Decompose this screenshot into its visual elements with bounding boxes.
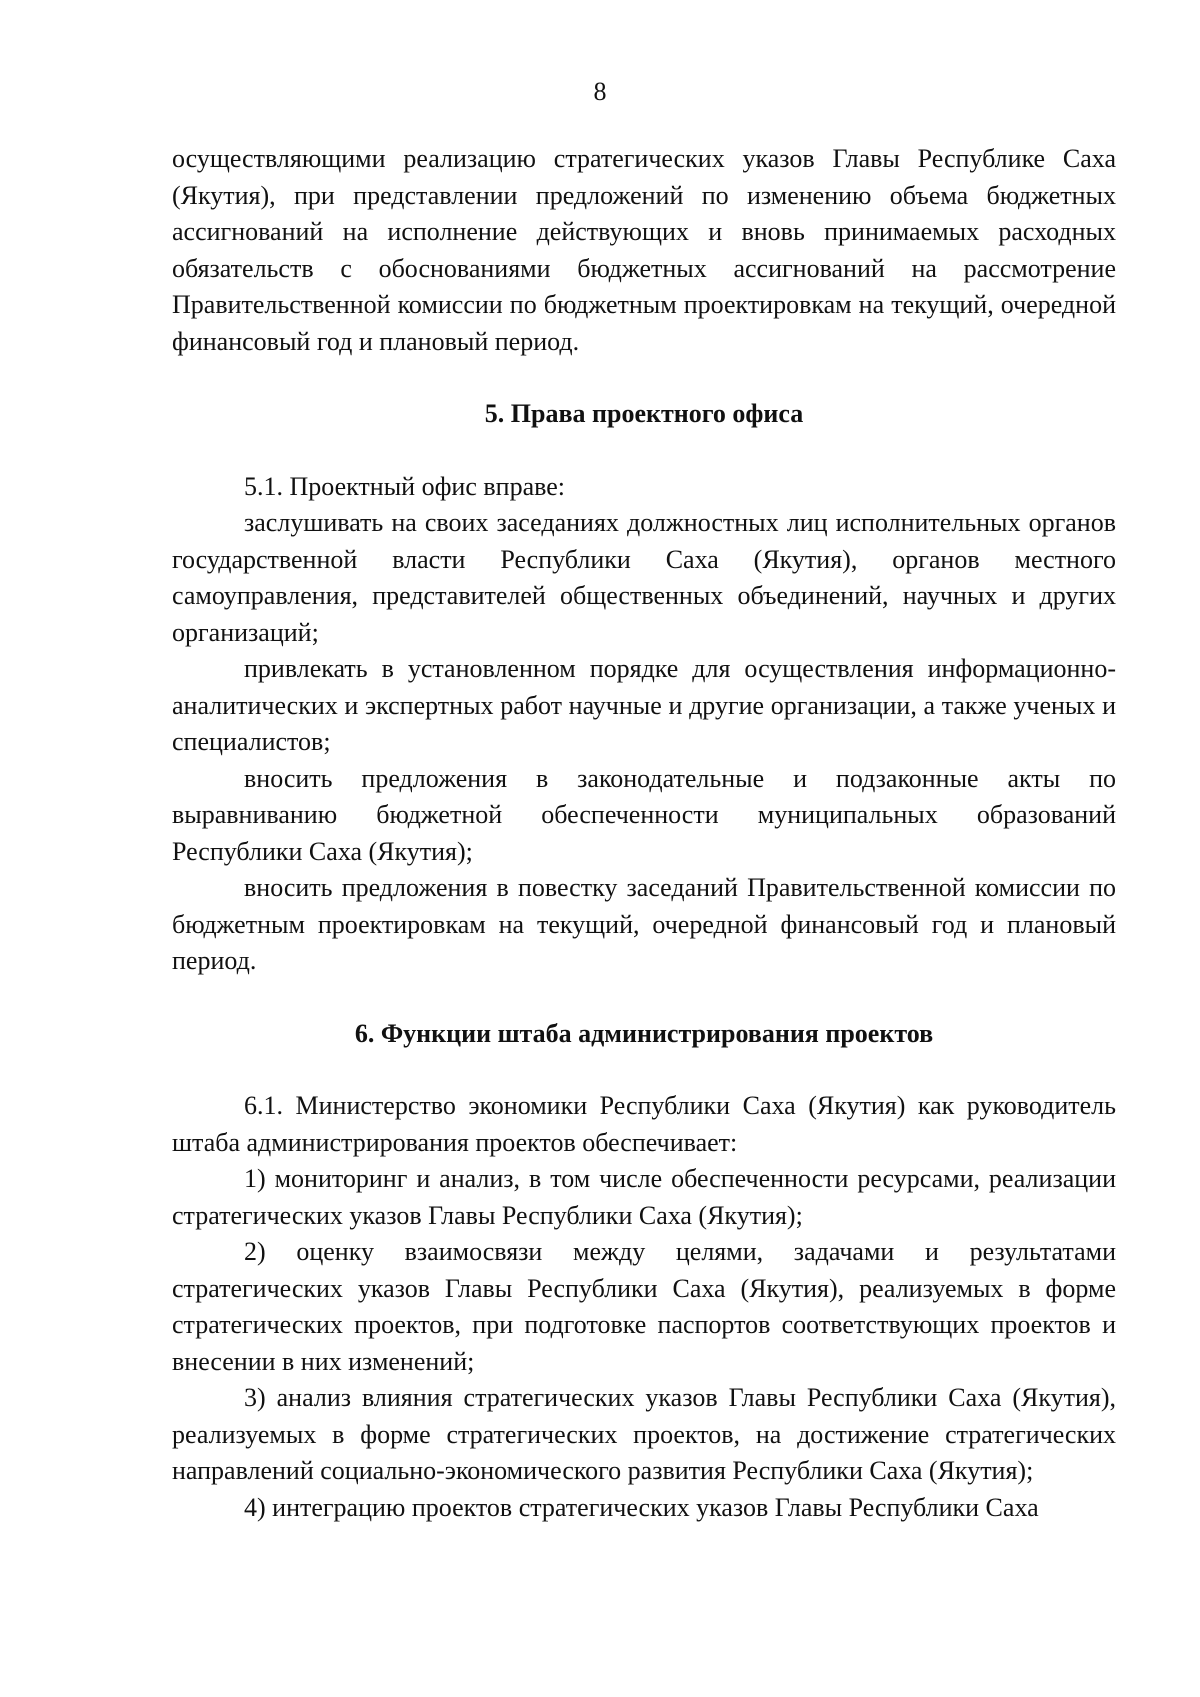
page-number: 8 (593, 77, 607, 106)
section-6-paragraph: 4) интеграцию проектов стратегических указов Главы Республики Саха (244, 1492, 1039, 1522)
section-5-paragraph: заслушивать на своих заседаниях должностных лиц исполнительных органов государственной власти Республики Саха (Якутия), органов местного самоуправления, представителей общественных объединений, научных и других организаций; (172, 508, 1116, 647)
spacer (172, 433, 1116, 469)
spacer (172, 360, 1116, 396)
spacer (172, 1052, 1116, 1088)
document-body (172, 141, 1116, 1526)
section-5-heading: 5. Права проектного офиса (484, 399, 804, 428)
section-6-heading: 6. Функции штаба администрирования проектов (354, 1018, 934, 1048)
section-6-paragraph: 6.1. Министерство экономики Республики Саха (Якутия) как руководитель штаба администрирования проектов обеспечивает: (172, 1091, 1116, 1157)
section-5-paragraph: привлекать в установленном порядке для осуществления информационно-аналитических и экспертных работ научные и другие организации, а также ученых и специалистов; (172, 654, 1116, 756)
section-5-paragraph: 5.1. Проектный офис вправе: (244, 471, 566, 501)
section-5-paragraph: вносить предложения в повестку заседаний Правительственной комиссии по бюджетным проектировкам на текущий, очередной финансовый год и плановый период. (172, 873, 1116, 975)
spacer (172, 980, 1116, 1016)
section-6-paragraph: 1) мониторинг и анализ, в том числе обеспеченности ресурсами, реализации стратегических указов Главы Республики Саха (Якутия); (172, 1164, 1116, 1230)
section-5-paragraph: вносить предложения в законодательные и подзаконные акты по выравниванию бюджетной обеспеченности муниципальных образований Республики Саха (Якутия); (172, 763, 1116, 866)
intro-paragraph: осуществляющими реализацию стратегических указов Главы Республике Саха (Якутия), при представлении предложений по изменению объема бюджетных ассигнований на исполнение действующих и вновь принимаемых расходных обязательств с обоснованиями бюджетных ассигнований на рассмотрение Правительственной комиссии по бюджетным проектировкам на текущий, очередной финансовый год и плановый период. (172, 144, 1116, 356)
section-6-paragraph: 3) анализ влияния стратегических указов Главы Республики Саха (Якутия), реализуемых в форме стратегических проектов, на достижение стратегических направлений социально-экономического развития Республики Саха (Якутия); (172, 1383, 1116, 1485)
section-6-paragraph: 2) оценку взаимосвязи между целями, задачами и результатами стратегических указов Главы Республики Саха (Якутия), реализуемых в форме стратегических проектов, при подготовке паспортов соответствующих проектов и внесении в них изменений; (172, 1237, 1116, 1376)
